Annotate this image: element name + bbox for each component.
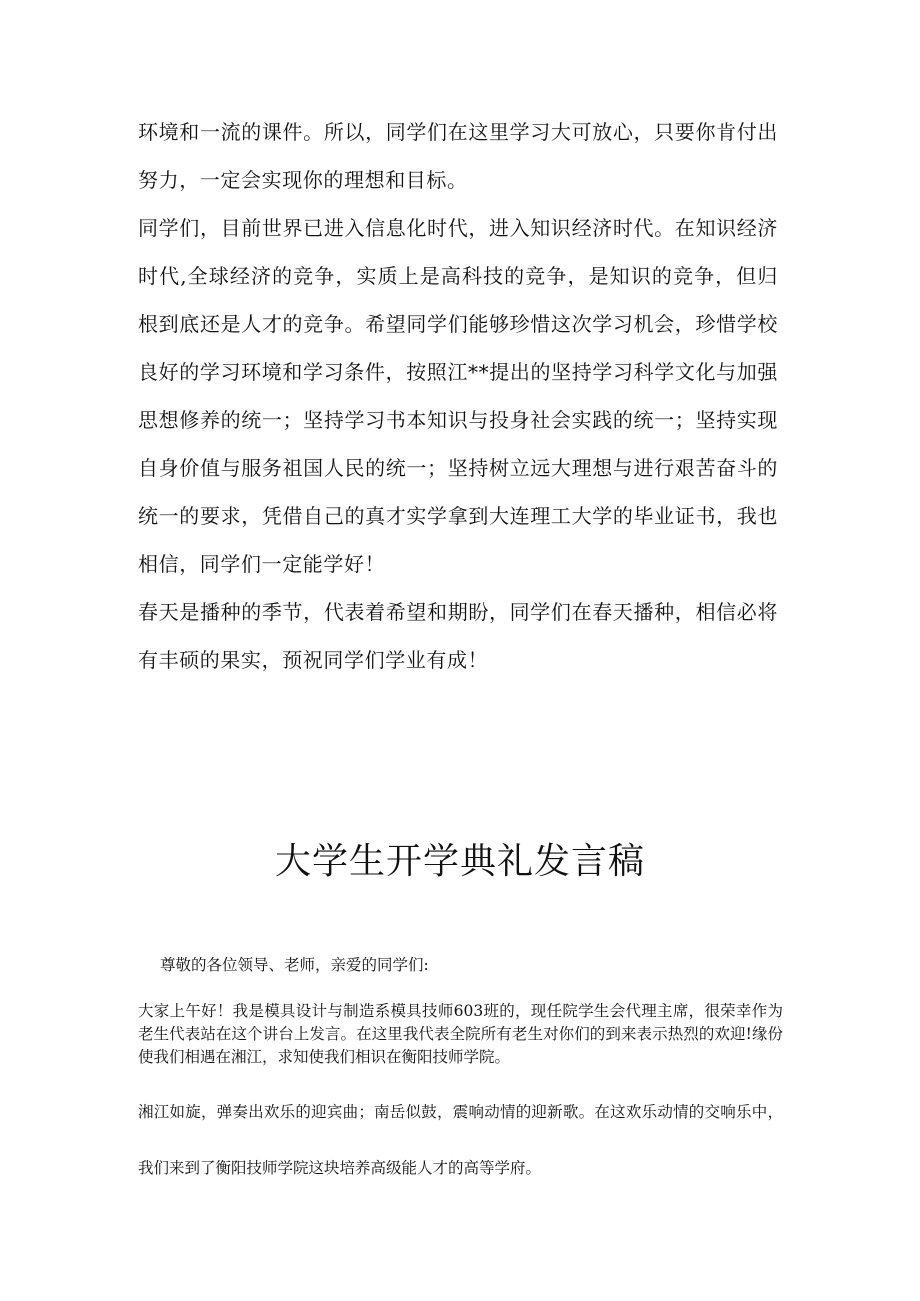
paragraph-xiangjiang: 湘江如旋，弹奏出欢乐的迎宾曲；南岳似鼓，震响动情的迎新歌。在这欢乐动情的交响乐中，我们来到了衡阳技师学院这块培养高级能人才的高等学府。: [138, 1103, 783, 1177]
greeting: 尊敬的各位领导、老师，亲爱的同学们:: [160, 956, 429, 974]
paragraph-knowledge-economy: 同学们，目前世界已进入信息化时代，进入知识经济时代。在知识经济时代,全球经济的竞争，实质上是高科技的竞争，是知识的竞争，但归根到底还是人才的竞争。希望同学们能够珍惜这次学习机会，珍惜学校良好的学习环境和学习条件，按照江**提出的坚持学习科学文化与加强思想修养的统一；坚持学习书本知识与投身社会实践的统一；坚持实现自身价值与服务祖国人民的统一；坚持树立远大理想与进行艰苦奋斗的统一的要求，凭借自己的真才实学拿到大连理工大学的毕业证书，我也相信，同学们一定能学好！: [138, 216, 778, 576]
paragraph-effort: 环境和一流的课件。所以，同学们在这里学习大可放心，只要你肯付出努力，一定会实现你的理想和目标。: [138, 120, 778, 192]
speech-title: 大学生开学典礼发言稿: [274, 841, 645, 882]
paragraph-welcome: 大家上午好！我是模具设计与制造系模具技师603班的，现任院学生会代理主席，很荣幸作为老生代表站在这个讲台上发言。在这里我代表全院所有老生对你们的到来表示热烈的欢迎!缘份使我们相遇在湘江，求知使我们相识在衡阳技师学院。: [138, 1002, 783, 1066]
paragraph-spring: 春天是播种的季节，代表着希望和期盼，同学们在春天播种，相信必将有丰硕的果实，预祝同学们学业有成！: [138, 600, 778, 672]
